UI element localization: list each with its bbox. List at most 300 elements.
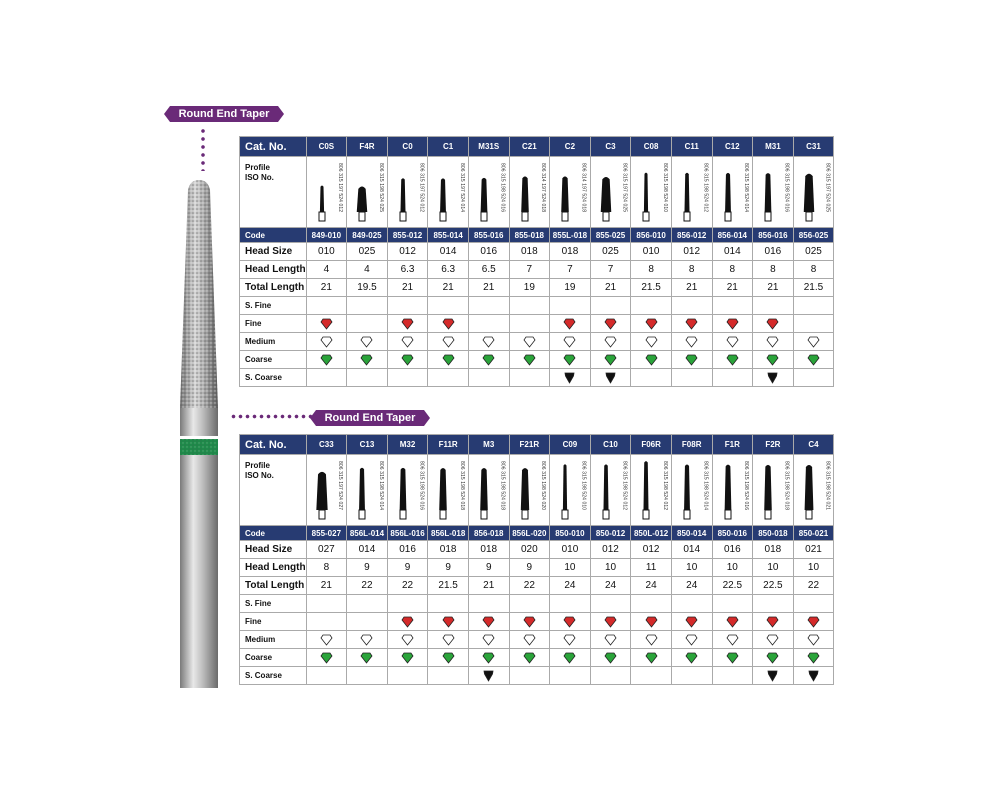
cat-no-cell: C13 — [347, 435, 388, 455]
bur-profile-icon — [514, 162, 536, 222]
grit-cell — [712, 369, 753, 387]
grit-cell — [753, 333, 794, 351]
spec-table-2 — [239, 434, 834, 685]
grit-cell — [306, 369, 347, 387]
grit-cell — [347, 297, 388, 315]
profile-row — [240, 455, 834, 526]
total-length-row — [240, 577, 834, 595]
coarse-grit-diamond-icon — [645, 652, 658, 664]
grit-cell — [306, 631, 347, 649]
profile-row — [240, 157, 834, 228]
head-size-label: Head Size — [240, 243, 307, 261]
total-length-cell: 24 — [590, 577, 631, 595]
cat-no-cell: C1 — [428, 137, 469, 157]
grit-cell — [550, 369, 591, 387]
iso-number: 806 315 198 524 018 — [783, 461, 790, 511]
head-length-cell: 10 — [793, 559, 834, 577]
medium-grit-diamond-icon — [523, 634, 536, 646]
coarse-grit-diamond-icon — [482, 354, 495, 366]
cat-no-cell: F1R — [712, 435, 753, 455]
code-row — [240, 228, 834, 243]
head-length-cell: 10 — [753, 559, 794, 577]
head-length-cell: 10 — [550, 559, 591, 577]
grit-cell — [671, 649, 712, 667]
bur-profile-icon — [635, 460, 657, 520]
total-length-cell: 19.5 — [347, 279, 388, 297]
s-coarse-grit-diamond-icon — [766, 372, 779, 384]
grit-cell — [590, 613, 631, 631]
grit-cell — [428, 613, 469, 631]
grit-cell — [753, 613, 794, 631]
s-coarse-grit-row — [240, 667, 834, 685]
grit-cell — [468, 315, 509, 333]
total-length-cell: 21 — [590, 279, 631, 297]
head-size-cell: 018 — [428, 541, 469, 559]
coarse-grit-diamond-icon — [563, 354, 576, 366]
medium-grit-diamond-icon — [604, 336, 617, 348]
fine-grit-diamond-icon — [401, 616, 414, 628]
cat-no-cell: C4 — [793, 435, 834, 455]
fine-grit-diamond-icon — [645, 318, 658, 330]
head-length-cell: 8 — [712, 261, 753, 279]
grit-cell — [306, 595, 347, 613]
total-length-cell: 21 — [306, 279, 347, 297]
medium-grit-diamond-icon — [807, 336, 820, 348]
dotted-leader-vertical — [201, 127, 205, 171]
code-cell: 856-010 — [631, 228, 672, 243]
head-size-row — [240, 541, 834, 559]
dotted-leader-horizontal — [230, 414, 314, 419]
total-length-cell: 22 — [347, 577, 388, 595]
medium-grit-diamond-icon — [360, 336, 373, 348]
iso-number: 806 315 198 524 016 — [743, 461, 750, 511]
bur-profile-icon — [757, 162, 779, 222]
diamond-bur-image — [168, 176, 228, 688]
total-length-cell: 21 — [306, 577, 347, 595]
grit-cell — [509, 315, 550, 333]
fine-grit-diamond-icon — [523, 616, 536, 628]
bur-profile-icon — [311, 460, 333, 520]
head-size-cell: 014 — [347, 541, 388, 559]
iso-number: 806 315 198 524 018 — [499, 461, 506, 511]
bur-profile-icon — [432, 460, 454, 520]
head-size-cell: 014 — [428, 243, 469, 261]
grit-cell — [712, 613, 753, 631]
fine-grit-diamond-icon — [685, 616, 698, 628]
grit-cell — [671, 595, 712, 613]
medium-grit-diamond-icon — [320, 336, 333, 348]
s-coarse-grit-row — [240, 369, 834, 387]
head-length-cell: 11 — [631, 559, 672, 577]
grit-cell — [590, 315, 631, 333]
medium-grit-diamond-icon — [563, 634, 576, 646]
fine-grit-diamond-icon — [766, 616, 779, 628]
head-length-cell: 10 — [671, 559, 712, 577]
code-cell: 856-012 — [671, 228, 712, 243]
bur-profile-icon — [351, 460, 373, 520]
grit-cell — [631, 351, 672, 369]
s-coarse-grit-diamond-icon — [766, 670, 779, 682]
iso-number: 806 315 198 524 016 — [499, 163, 506, 213]
head-length-label: Head Length — [240, 261, 307, 279]
iso-number: 806 315 198 524 010 — [580, 461, 587, 511]
head-size-cell: 016 — [387, 541, 428, 559]
medium-grit-label: Medium — [240, 631, 307, 649]
iso-number: 806 315 198 524 016 — [783, 163, 790, 213]
bur-profile-icon — [432, 162, 454, 222]
head-size-cell: 018 — [753, 541, 794, 559]
head-size-cell: 012 — [590, 541, 631, 559]
grit-cell — [590, 649, 631, 667]
medium-grit-diamond-icon — [482, 634, 495, 646]
medium-grit-diamond-icon — [563, 336, 576, 348]
bur-profile-icon — [717, 162, 739, 222]
bur-profile-icon — [554, 460, 576, 520]
medium-grit-diamond-icon — [442, 336, 455, 348]
grit-cell — [428, 297, 469, 315]
medium-grit-diamond-icon — [726, 336, 739, 348]
fine-grit-diamond-icon — [320, 318, 333, 330]
profile-cell — [631, 455, 672, 526]
grit-cell — [590, 297, 631, 315]
total-length-cell: 22 — [509, 577, 550, 595]
cat-no-cell: C31 — [793, 137, 834, 157]
grit-cell — [306, 297, 347, 315]
iso-number: 806 315 197 524 012 — [337, 163, 344, 213]
grit-cell — [468, 631, 509, 649]
total-length-cell: 21 — [468, 279, 509, 297]
head-size-cell: 021 — [793, 541, 834, 559]
medium-grit-diamond-icon — [807, 634, 820, 646]
coarse-grit-diamond-icon — [442, 652, 455, 664]
bur-profile-icon — [311, 162, 333, 222]
code-cell: 850-012 — [590, 526, 631, 541]
grit-cell — [387, 315, 428, 333]
code-cell: 855-012 — [387, 228, 428, 243]
total-length-cell: 22.5 — [753, 577, 794, 595]
head-size-cell: 018 — [509, 243, 550, 261]
total-length-cell: 19 — [509, 279, 550, 297]
grit-cell — [712, 595, 753, 613]
code-cell: 850-018 — [753, 526, 794, 541]
head-length-cell: 9 — [428, 559, 469, 577]
head-size-cell: 014 — [671, 541, 712, 559]
total-length-cell: 24 — [671, 577, 712, 595]
cat-no-row — [240, 435, 834, 455]
grit-cell — [387, 297, 428, 315]
profile-cell — [550, 455, 591, 526]
coarse-grit-diamond-icon — [807, 354, 820, 366]
grit-cell — [712, 297, 753, 315]
grit-cell — [631, 369, 672, 387]
bur-profile-icon — [798, 460, 820, 520]
profile-cell — [509, 455, 550, 526]
profile-cell — [712, 157, 753, 228]
fine-grit-diamond-icon — [807, 616, 820, 628]
head-size-cell: 018 — [550, 243, 591, 261]
bur-profile-icon — [635, 162, 657, 222]
grit-cell — [509, 369, 550, 387]
coarse-grit-diamond-icon — [604, 354, 617, 366]
code-cell: 855-014 — [428, 228, 469, 243]
grit-cell — [347, 649, 388, 667]
iso-number: 806 315 198 524 021 — [824, 461, 831, 511]
iso-number: 806 315 197 524 025 — [621, 163, 628, 213]
s-coarse-grit-label: S. Coarse — [240, 667, 307, 685]
head-size-cell: 012 — [631, 541, 672, 559]
s-coarse-grit-diamond-icon — [563, 372, 576, 384]
head-size-cell: 027 — [306, 541, 347, 559]
grit-cell — [590, 369, 631, 387]
fine-grit-diamond-icon — [401, 318, 414, 330]
grit-cell — [753, 667, 794, 685]
grit-cell — [671, 315, 712, 333]
grit-cell — [793, 631, 834, 649]
grit-cell — [631, 649, 672, 667]
grit-cell — [712, 667, 753, 685]
grit-cell — [387, 595, 428, 613]
head-size-cell: 012 — [671, 243, 712, 261]
medium-grit-diamond-icon — [766, 336, 779, 348]
grit-cell — [590, 667, 631, 685]
profile-cell — [631, 157, 672, 228]
grit-cell — [671, 297, 712, 315]
grit-cell — [631, 297, 672, 315]
bur-profile-icon — [473, 460, 495, 520]
grit-cell — [468, 297, 509, 315]
s-coarse-grit-label: S. Coarse — [240, 369, 307, 387]
medium-grit-diamond-icon — [726, 634, 739, 646]
profile-cell — [428, 157, 469, 228]
total-length-cell: 21 — [468, 577, 509, 595]
grit-cell — [387, 333, 428, 351]
head-length-cell: 4 — [306, 261, 347, 279]
grit-cell — [753, 369, 794, 387]
cat-no-row — [240, 137, 834, 157]
profile-cell — [468, 157, 509, 228]
grit-cell — [550, 631, 591, 649]
bur-profile-icon — [595, 162, 617, 222]
grit-cell — [428, 631, 469, 649]
bur-profile-icon — [473, 162, 495, 222]
grit-cell — [387, 649, 428, 667]
coarse-grit-diamond-icon — [685, 652, 698, 664]
medium-grit-label: Medium — [240, 333, 307, 351]
coarse-grit-diamond-icon — [401, 354, 414, 366]
iso-number: 806 315 198 524 014 — [702, 461, 709, 511]
grit-cell — [347, 369, 388, 387]
s-fine-grit-row — [240, 297, 834, 315]
head-length-cell: 6.3 — [387, 261, 428, 279]
grit-cell — [793, 667, 834, 685]
bur-profile-icon — [595, 460, 617, 520]
cat-no-cell: C3 — [590, 137, 631, 157]
head-size-cell: 012 — [387, 243, 428, 261]
grit-cell — [712, 649, 753, 667]
grit-cell — [387, 369, 428, 387]
profile-label — [240, 455, 307, 526]
cat-no-cell: C10 — [590, 435, 631, 455]
total-length-cell: 21.5 — [631, 279, 672, 297]
grit-cell — [550, 667, 591, 685]
grit-cell — [347, 333, 388, 351]
fine-grit-diamond-icon — [766, 318, 779, 330]
coarse-grit-diamond-icon — [726, 354, 739, 366]
iso-number: 806 315 198 524 018 — [458, 461, 465, 511]
profile-cell — [509, 157, 550, 228]
grit-cell — [468, 613, 509, 631]
profile-cell — [468, 455, 509, 526]
grit-cell — [671, 369, 712, 387]
medium-grit-diamond-icon — [360, 634, 373, 646]
medium-grit-diamond-icon — [401, 634, 414, 646]
fine-grit-row — [240, 315, 834, 333]
grit-cell — [347, 667, 388, 685]
fine-grit-diamond-icon — [442, 318, 455, 330]
grit-cell — [509, 649, 550, 667]
cat-no-cell: C08 — [631, 137, 672, 157]
coarse-grit-diamond-icon — [320, 652, 333, 664]
head-size-cell: 010 — [306, 243, 347, 261]
code-cell: 856L-018 — [428, 526, 469, 541]
fine-grit-diamond-icon — [563, 318, 576, 330]
head-length-cell: 7 — [590, 261, 631, 279]
coarse-grit-diamond-icon — [442, 354, 455, 366]
grit-cell — [631, 613, 672, 631]
code-cell: 855L-018 — [550, 228, 591, 243]
grit-cell — [631, 667, 672, 685]
grit-cell — [631, 315, 672, 333]
bur-profile-icon — [514, 460, 536, 520]
grit-cell — [590, 333, 631, 351]
head-length-cell: 8 — [671, 261, 712, 279]
profile-cell — [793, 455, 834, 526]
grit-cell — [753, 315, 794, 333]
code-cell: 850-010 — [550, 526, 591, 541]
grit-cell — [753, 297, 794, 315]
section-banner-top: Round End Taper — [170, 106, 278, 122]
grit-cell — [793, 369, 834, 387]
bur-profile-icon — [798, 162, 820, 222]
grit-cell — [306, 649, 347, 667]
head-length-cell: 7 — [509, 261, 550, 279]
code-cell: 850-014 — [671, 526, 712, 541]
cat-no-label: Cat. No. — [240, 137, 307, 157]
total-length-cell: 19 — [550, 279, 591, 297]
head-length-row — [240, 261, 834, 279]
total-length-cell: 22.5 — [712, 577, 753, 595]
code-cell: 856L-016 — [387, 526, 428, 541]
grit-cell — [428, 369, 469, 387]
cat-no-cell: C11 — [671, 137, 712, 157]
iso-number: 806 315 198 524 014 — [743, 163, 750, 213]
fine-grit-diamond-icon — [685, 318, 698, 330]
head-length-cell: 7 — [550, 261, 591, 279]
iso-number: 806 315 197 524 014 — [458, 163, 465, 213]
code-label: Code — [240, 526, 307, 541]
coarse-grit-diamond-icon — [360, 354, 373, 366]
fine-grit-diamond-icon — [604, 616, 617, 628]
profile-cell — [590, 157, 631, 228]
total-length-cell: 24 — [631, 577, 672, 595]
grit-cell — [550, 333, 591, 351]
coarse-grit-diamond-icon — [523, 652, 536, 664]
bur-profile-icon — [392, 162, 414, 222]
coarse-grit-diamond-icon — [766, 652, 779, 664]
grit-cell — [509, 351, 550, 369]
cat-no-cell: C0S — [306, 137, 347, 157]
bur-profile-icon — [351, 162, 373, 222]
s-coarse-grit-diamond-icon — [807, 670, 820, 682]
grit-cell — [468, 595, 509, 613]
coarse-grit-diamond-icon — [685, 354, 698, 366]
grit-cell — [793, 613, 834, 631]
head-size-cell: 025 — [347, 243, 388, 261]
grit-cell — [306, 333, 347, 351]
medium-grit-diamond-icon — [482, 336, 495, 348]
code-label: Code — [240, 228, 307, 243]
grit-cell — [590, 631, 631, 649]
grit-cell — [712, 333, 753, 351]
code-cell: 856L-020 — [509, 526, 550, 541]
coarse-grit-diamond-icon — [807, 652, 820, 664]
profile-label-text: Profile — [245, 461, 270, 470]
medium-grit-diamond-icon — [766, 634, 779, 646]
code-cell: 856-016 — [753, 228, 794, 243]
head-length-cell: 8 — [753, 261, 794, 279]
cat-no-cell: M31 — [753, 137, 794, 157]
code-cell: 856-025 — [793, 228, 834, 243]
head-length-cell: 9 — [347, 559, 388, 577]
profile-cell — [347, 157, 388, 228]
total-length-cell: 24 — [550, 577, 591, 595]
cat-no-cell: F21R — [509, 435, 550, 455]
code-cell: 855-027 — [306, 526, 347, 541]
head-size-cell: 020 — [509, 541, 550, 559]
cat-no-cell: C21 — [509, 137, 550, 157]
head-length-cell: 9 — [509, 559, 550, 577]
iso-number: 806 315 197 524 025 — [824, 163, 831, 213]
iso-number: 806 315 198 524 012 — [661, 461, 668, 511]
grit-cell — [712, 631, 753, 649]
total-length-cell: 22 — [793, 577, 834, 595]
grit-cell — [753, 649, 794, 667]
coarse-grit-diamond-icon — [523, 354, 536, 366]
total-length-cell: 21 — [428, 279, 469, 297]
grit-cell — [509, 667, 550, 685]
profile-cell — [671, 455, 712, 526]
medium-grit-diamond-icon — [604, 634, 617, 646]
s-coarse-grit-diamond-icon — [482, 670, 495, 682]
profile-cell — [712, 455, 753, 526]
code-cell: 856-014 — [712, 228, 753, 243]
total-length-label: Total Length — [240, 279, 307, 297]
grit-cell — [509, 613, 550, 631]
head-length-cell: 6.5 — [468, 261, 509, 279]
coarse-grit-row — [240, 351, 834, 369]
iso-number: 806 315 198 524 014 — [377, 461, 384, 511]
s-fine-grit-label: S. Fine — [240, 595, 307, 613]
medium-grit-diamond-icon — [645, 634, 658, 646]
medium-grit-diamond-icon — [645, 336, 658, 348]
grit-cell — [347, 631, 388, 649]
grit-cell — [793, 315, 834, 333]
profile-cell — [347, 455, 388, 526]
head-length-cell: 10 — [712, 559, 753, 577]
coarse-grit-diamond-icon — [482, 652, 495, 664]
head-size-cell: 016 — [468, 243, 509, 261]
total-length-label: Total Length — [240, 577, 307, 595]
